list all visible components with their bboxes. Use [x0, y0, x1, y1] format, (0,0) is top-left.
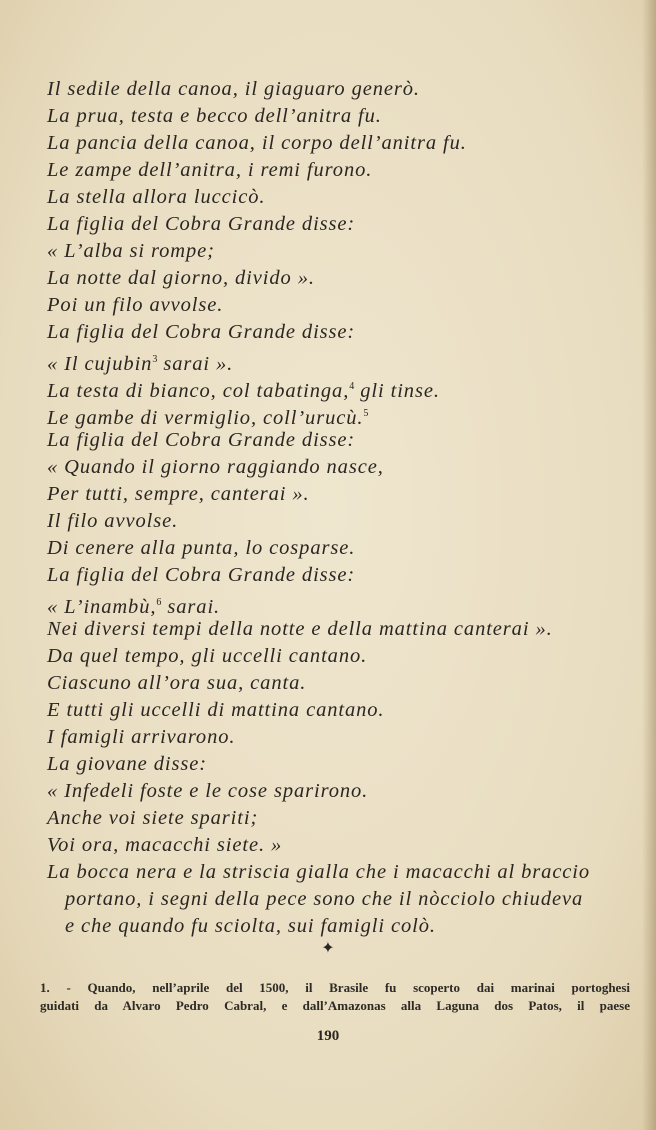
poem-body [47, 76, 647, 940]
verse-line [47, 589, 647, 616]
verse-line: Di cenere alla punta, lo cosparse. [47, 537, 356, 559]
verse-text: gli tinse. [354, 380, 440, 402]
verse-line: e che quando fu sciolta, sui famigli colò. [65, 915, 436, 937]
footnote-line: 1. - Quando, nell’aprile del 1500, il Brasile fu scoperto dai marinai portoghesi [40, 980, 630, 995]
verse-line: Poi un filo avvolse. [47, 294, 224, 316]
footnote-marker: 6 [156, 597, 162, 608]
verse-line: Nei diversi tempi della notte e della mattina canterai ». [47, 618, 553, 640]
verse-line: Il filo avvolse. [47, 510, 179, 532]
footnote-marker: 3 [152, 354, 158, 365]
verse-line: La giovane disse: [47, 753, 207, 775]
verse-line: Il sedile della canoa, il giaguaro generò. [47, 78, 420, 100]
verse-line: « L’alba si rompe; [47, 240, 215, 262]
footnote-marker: 4 [349, 381, 355, 392]
verse-line: La stella allora luccicò. [47, 186, 266, 208]
verse-line: La bocca nera e la striscia gialla che i macacchi al braccio [47, 861, 591, 883]
verse-line: La figlia del Cobra Grande disse: [47, 213, 356, 235]
verse-text: « L’inambù, [47, 596, 157, 618]
verse-text: La testa di bianco, col tabatinga, [47, 380, 350, 402]
verse-line: I famigli arrivarono. [47, 726, 236, 748]
verse-line: Ciascuno all’ora sua, canta. [47, 672, 307, 694]
verse-line: « Quando il giorno raggiando nasce, [47, 456, 384, 478]
verse-line: E tutti gli uccelli di mattina cantano. [47, 699, 385, 721]
verse-line [47, 400, 647, 427]
verse-text: sarai. [161, 596, 221, 618]
verse-line: Voi ora, macacchi siete. » [47, 834, 283, 856]
page-number: 190 [316, 1028, 340, 1044]
verse-line: La figlia del Cobra Grande disse: [47, 429, 356, 451]
footnote-line: guidati da Alvaro Pedro Cabral, e dall’Amazonas alla Laguna dos Patos, il paese [40, 998, 630, 1013]
verse-line: Per tutti, sempre, canterai ». [47, 483, 310, 505]
footnote-marker: 5 [363, 408, 369, 419]
verse-line [47, 373, 647, 400]
verse-text: Le gambe di vermiglio, coll’urucù. [47, 407, 364, 429]
section-separator-icon: ✦ [321, 938, 335, 957]
verse-line: La figlia del Cobra Grande disse: [47, 564, 356, 586]
verse-text: sarai ». [157, 353, 234, 375]
verse-line: La pancia della canoa, il corpo dell’anitra fu. [47, 132, 467, 154]
verse-line: Anche voi siete spariti; [47, 807, 259, 829]
verse-line: La figlia del Cobra Grande disse: [47, 321, 356, 343]
verse-line: La notte dal giorno, divido ». [47, 267, 315, 289]
verse-line [47, 346, 647, 373]
verse-text: « Il cujubin [47, 353, 153, 375]
verse-line: portano, i segni della pece sono che il nòcciolo chiudeva [65, 888, 584, 910]
verse-line: Le zampe dell’anitra, i remi furono. [47, 159, 373, 181]
verse-line: La prua, testa e becco dell’anitra fu. [47, 105, 382, 127]
verse-line: Da quel tempo, gli uccelli cantano. [47, 645, 368, 667]
footnote [40, 979, 630, 1015]
verse-line: « Infedeli foste e le cose sparirono. [47, 780, 369, 802]
